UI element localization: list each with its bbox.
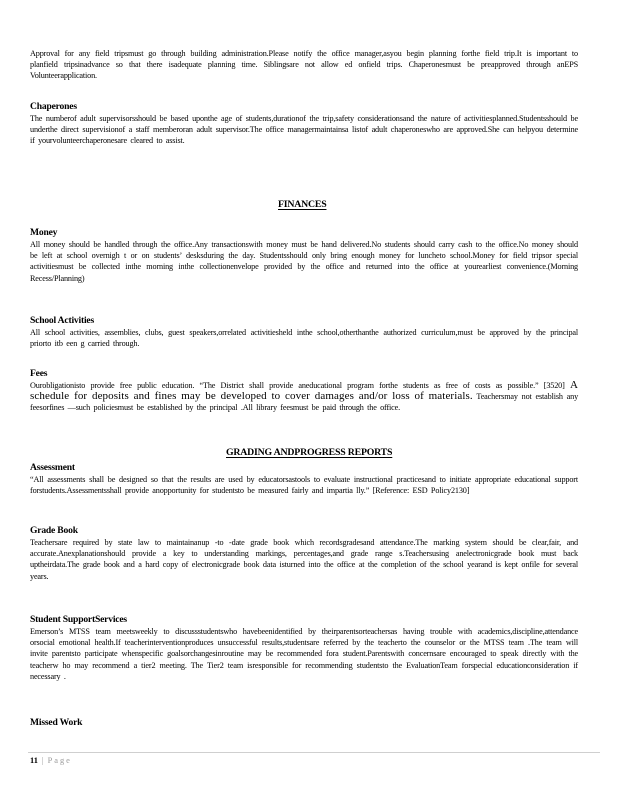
chaperones-paragraph: The numberof adult supervisorsshould be based uponthe age of students,durationof the trip,safety considerationsand the nature of activitiesplanned.Studentsshould be underthe direct supervisionof a staff memberoran adult supervisor.The office managermaintainsa listof adult chaperoneswho are approved.She can helpyou determine if yourvolunteerchaperonesare cleared to assist. bbox=[30, 114, 578, 146]
student-support-heading: Student SupportServices bbox=[30, 614, 127, 625]
money-heading: Money bbox=[30, 227, 58, 238]
student-support-section bbox=[30, 614, 578, 682]
field-trip-approval-section bbox=[30, 48, 578, 82]
money-section bbox=[30, 227, 578, 284]
chaperones-section bbox=[30, 101, 578, 147]
fees-text-b: A schedule for deposits and fines may be developed to cover damages and/or loss of materials. bbox=[30, 379, 578, 403]
fees-text-a: Ourobligationisto provide free public education. “The District shall provide aneducational program forthe students as free of costs as possible.” [3520] bbox=[30, 381, 565, 390]
missed-work-section bbox=[30, 717, 578, 729]
page-footer bbox=[30, 756, 72, 765]
grading-heading: GRADING ANDPROGRESS REPORTS bbox=[226, 447, 393, 458]
chaperones-heading: Chaperones bbox=[30, 101, 77, 112]
grade-book-heading: Grade Book bbox=[30, 525, 78, 536]
footer-separator: | bbox=[41, 756, 44, 765]
fees-heading: Fees bbox=[30, 368, 48, 379]
assessment-heading: Assessment bbox=[30, 462, 75, 473]
school-activities-paragraph: All school activities, assemblies, clubs, guest speakers,orrelated activitiesheld inthe school,otherthanthe authorized curriculum,must be approved by the principal priorto itb een g carried through. bbox=[30, 328, 578, 349]
field-trip-approval-paragraph: Approval for any field tripsmust go through building administration.Please notify the office manager,asyou begin planning forthe field trip.It is important to planfield tripsinadvance so that there isadequate planning time. Siblingsare not allow ed onfield trips. Chaperonesmust be preapproved through anEPS Volunteerapplication. bbox=[30, 49, 578, 81]
money-paragraph: All money should be handled through the office.Any transactionswith money must be hand delivered.No students should carry cash to the office.No money should be left at school overnigh t or on students’ desksduring the day. Studentsshould only bring enough money for luncheto school.Money for field tripsor special activitiesmust be collected inthe morning inthe collectionenvelope provided by the office and returned into the office at yourearliest convenience.(Morning Recess/Planning) bbox=[30, 240, 578, 283]
fees-paragraph bbox=[30, 380, 578, 414]
fees-section bbox=[30, 368, 578, 414]
assessment-section bbox=[30, 462, 578, 496]
footer-divider bbox=[28, 752, 600, 753]
school-activities-section bbox=[30, 315, 578, 349]
grade-book-section bbox=[30, 525, 578, 582]
grade-book-paragraph: Teachersare required by state law to maintainanup -to -date grade book which recordsgradesand attendance.The marking system should be clear,fair, and accurate.Anexplanationshould provide a key to understanding markings, percentages,and grade range s.Teachersusing anelectronicgrade book must back uptheirdata.The grade book and a hard copy of electronicgrade book data isturned into the office at the completion of the school yearand is kept onfile for several years. bbox=[30, 538, 578, 581]
page-number: 11 bbox=[30, 756, 38, 765]
assessment-paragraph: “All assessments shall be designed so that the results are used by educatorsastools to evaluate instructional practicesand to initiate appropriate educational support forstudents.Assessmentsshall provide anopportunity for studentsto be measured fairly and impartia lly.” [Reference: ESD Policy2130] bbox=[30, 475, 578, 496]
school-activities-heading: School Activities bbox=[30, 315, 95, 326]
fees-text-c: Teachersmay not establish any feesorfines —such policiesmust be established by the principal .All library feesmust be paid through the office. bbox=[30, 392, 579, 413]
page-label: Page bbox=[47, 756, 72, 765]
missed-work-heading: Missed Work bbox=[30, 717, 83, 728]
student-support-paragraph: Emerson’s MTSS team meetsweekly to discussstudentswho havebeenidentified by theirparentsorteachersas having trouble with academics,discipline,attendance orsocial emotional health.If teacherinterventionproduces unsuccessful results,studentsare referred by the teacherto the counselor or the MTSS team .The team will invite parentsto participate whenspecific goalsorchangesinroutine may be recommended fora student.Parentswith concernsare encouraged to speak directly with the teacherw ho may recommend a tier2 meeting. The Tier2 team isresponsible for recommending studentsto the EvaluationTeam forspecial educationconsideration if necessary . bbox=[30, 627, 578, 681]
finances-heading: FINANCES bbox=[278, 199, 327, 210]
